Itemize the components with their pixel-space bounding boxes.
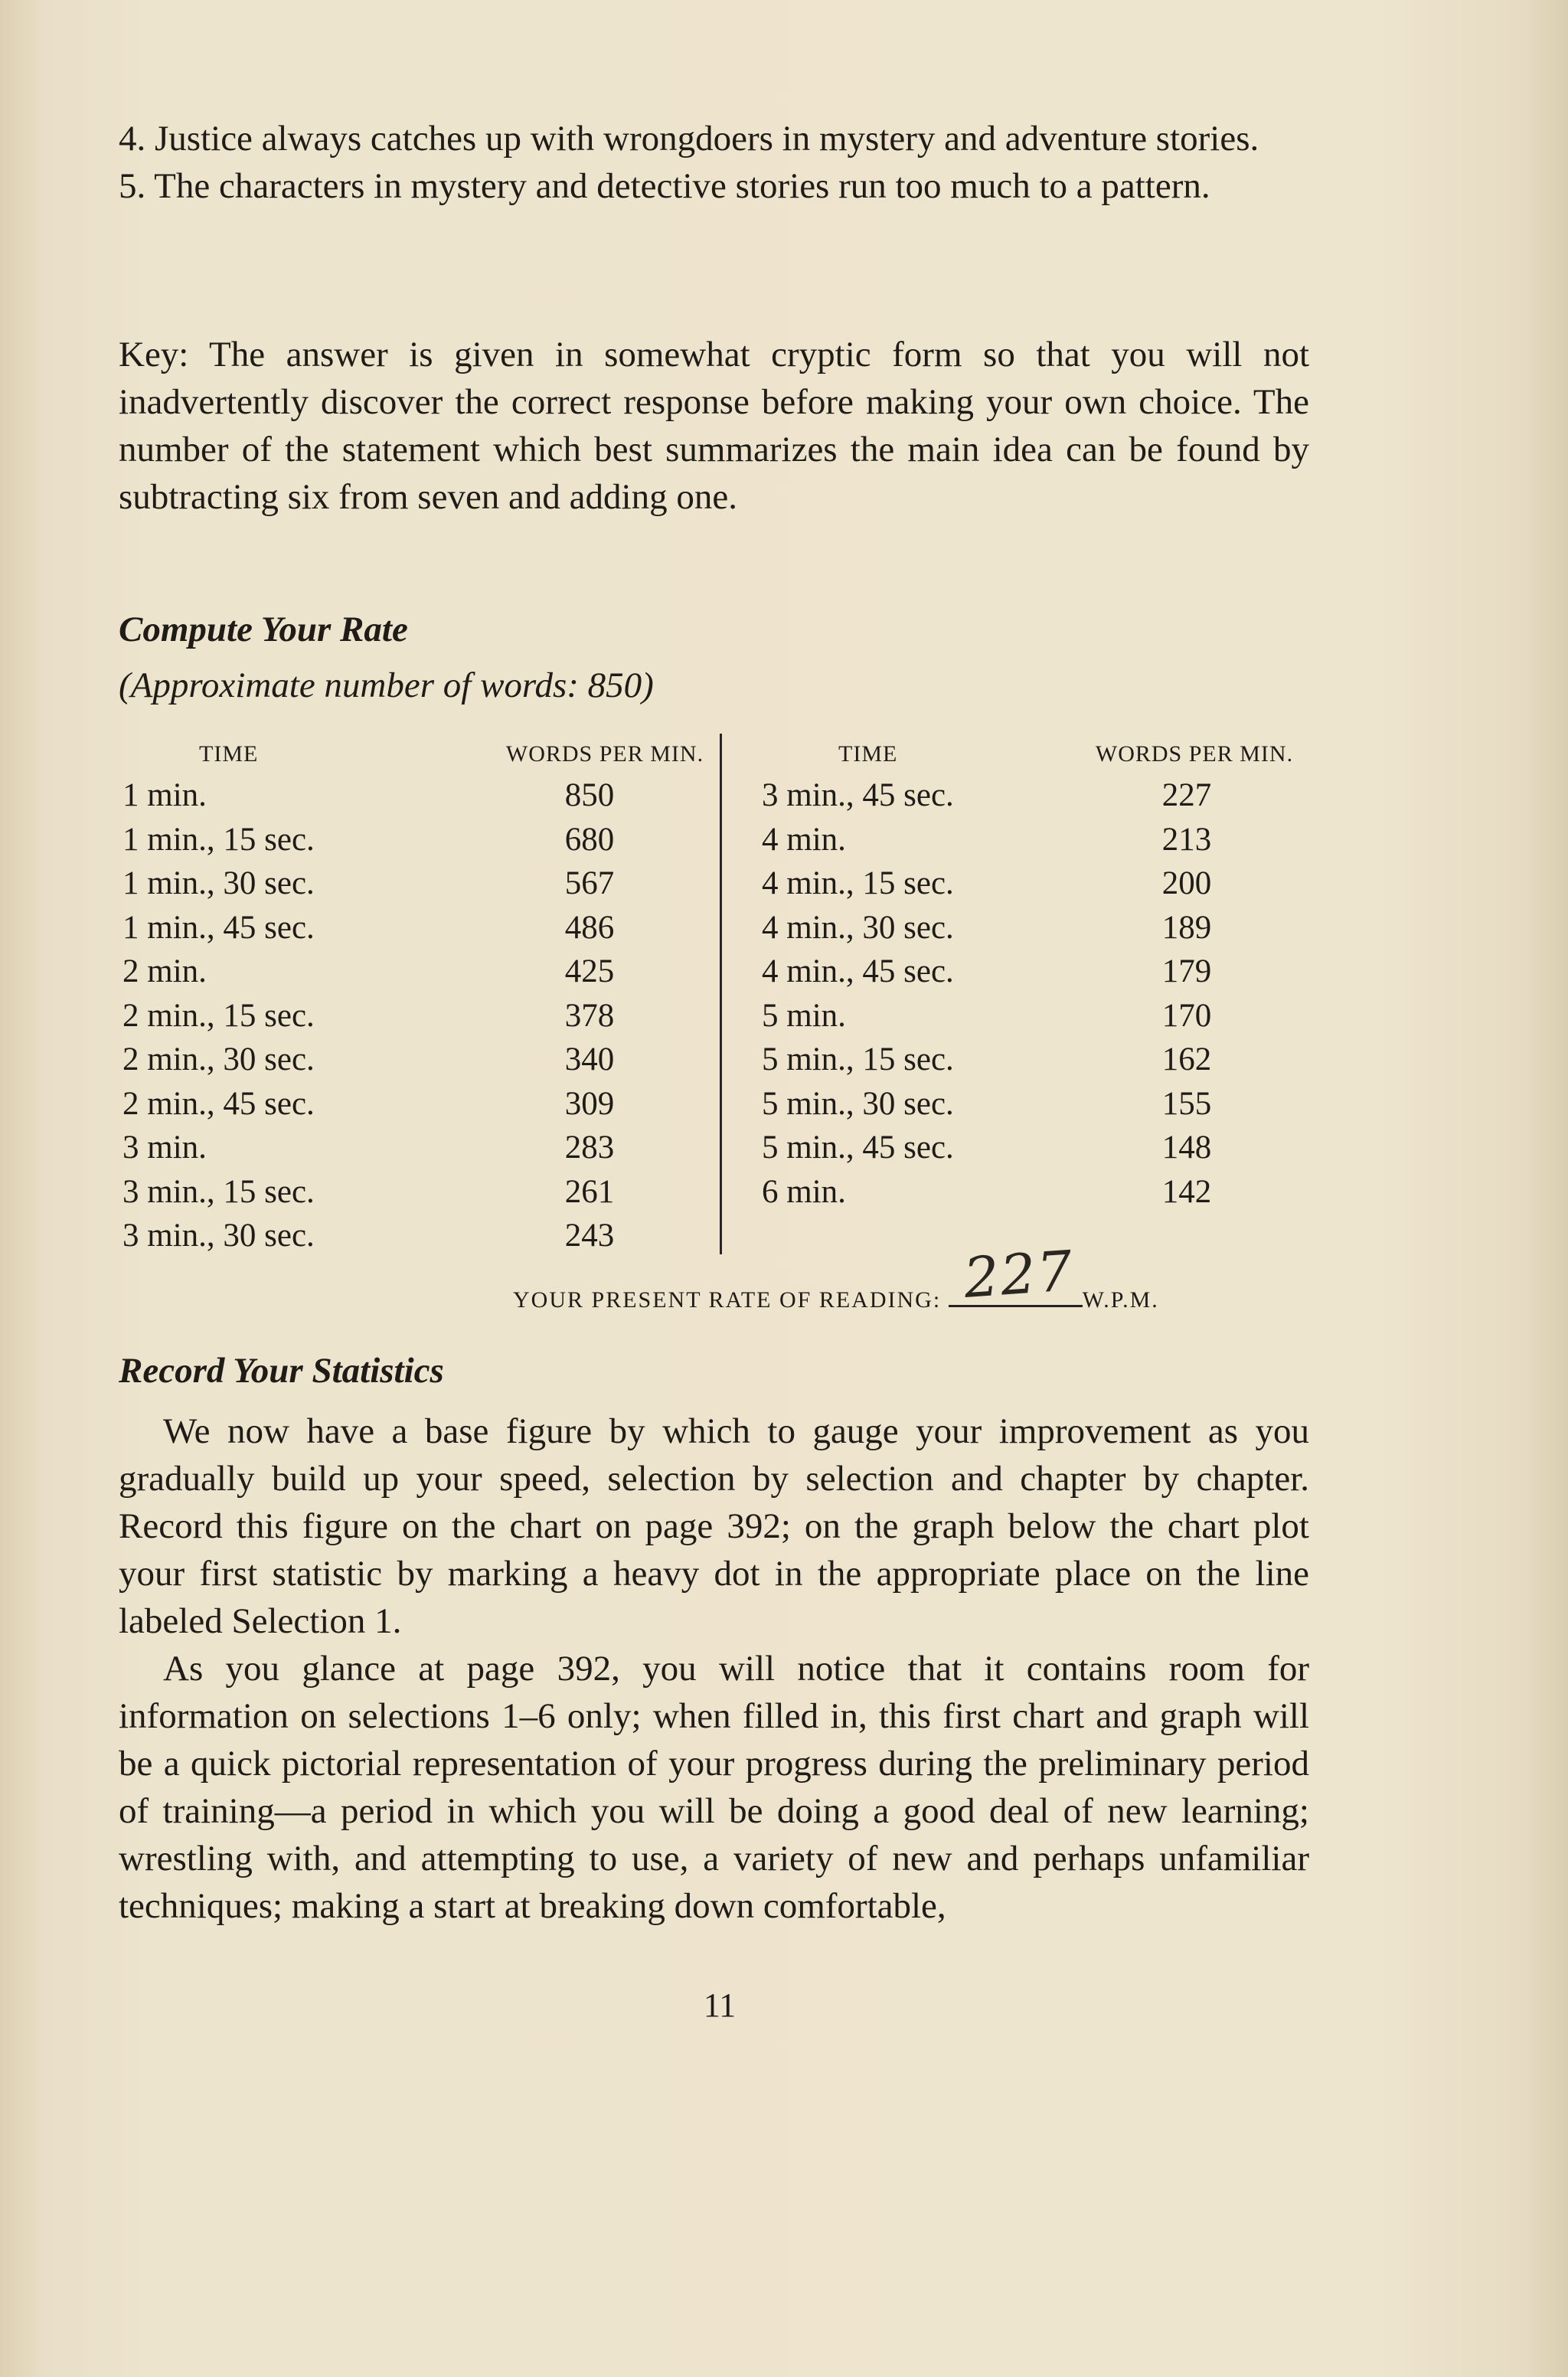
table-row	[762, 950, 1313, 994]
wpm-cell: 378	[564, 997, 615, 1034]
wpm-cell: 850	[564, 777, 615, 813]
time-cell: 1 min., 15 sec.	[122, 821, 315, 858]
glance-paragraph: As you glance at page 392, you will notice that it contains room for information on selections 1–6 only; when filled in, this first chart and graph will be a quick pictorial representation of your progress during the preliminary period of training—a period in which you will be doing a good deal of new learning; wrestling with, and attempting to use, a variety of new and perhaps unfamiliar techniques; making a start at breaking down comfortable,	[119, 1649, 1309, 1926]
wpm-cell: 155	[1161, 1085, 1212, 1122]
wpm-cell: 179	[1161, 953, 1212, 989]
table-row	[762, 818, 1313, 862]
time-cell: 4 min., 30 sec.	[762, 909, 954, 946]
time-cell: 3 min., 45 sec.	[762, 777, 954, 813]
table-row	[762, 862, 1313, 906]
time-cell: 3 min., 30 sec.	[122, 1218, 315, 1254]
time-cell: 3 min.	[122, 1130, 207, 1166]
table-row	[122, 773, 720, 818]
table-row	[122, 994, 720, 1038]
wpm-cell: 142	[1161, 1173, 1212, 1210]
handwritten-rate: 227	[961, 1238, 1076, 1310]
table-row	[762, 994, 1313, 1038]
time-cell: 5 min., 30 sec.	[762, 1085, 954, 1122]
approx-words: (Approximate number of words: 850)	[119, 665, 654, 705]
list-item: 4. Justice always catches up with wrongdoers in mystery and adventure stories.	[119, 119, 1259, 159]
wpm-cell: 261	[564, 1173, 615, 1210]
table-row	[762, 773, 1313, 818]
key-text: The answer is given in somewhat cryptic form so that you will not inadvertently discover the correct response before making your own choice. The number of the statement which best summarizes the main idea can be found by subtracting six from seven and adding one.	[119, 335, 1309, 517]
time-cell: 4 min.	[762, 821, 846, 858]
rate-table-right	[762, 735, 1313, 1214]
wpm-cell: 148	[1161, 1130, 1212, 1166]
header-wpm: WORDS PER MIN.	[505, 741, 704, 767]
present-rate-label: YOUR PRESENT RATE OF READING:	[513, 1287, 942, 1313]
present-rate-unit: W.P.M.	[1082, 1287, 1159, 1313]
record-paragraph: We now have a base figure by which to gauge your improvement as you gradually build up your speed, selection by selection and chapter by chapter. Record this figure on the chart on page 392; on the graph below the chart plot your first statistic by marking a heavy dot in the appropriate place on the line labeled Selection 1.	[119, 1411, 1309, 1641]
table-row	[122, 1214, 720, 1258]
wpm-cell: 170	[1161, 997, 1212, 1034]
table-header	[122, 735, 720, 773]
time-cell: 2 min., 15 sec.	[122, 997, 315, 1034]
wpm-cell: 425	[564, 953, 615, 989]
present-rate-blank	[949, 1238, 1083, 1310]
table-row	[122, 1126, 720, 1170]
time-cell: 3 min., 15 sec.	[122, 1173, 315, 1210]
table-row	[762, 906, 1313, 950]
time-cell: 4 min., 45 sec.	[762, 953, 954, 989]
header-time: TIME	[838, 741, 898, 767]
present-rate	[513, 1238, 1159, 1313]
header-wpm: WORDS PER MIN.	[1095, 741, 1294, 767]
glance-paragraph-block	[119, 1645, 1309, 1930]
record-paragraph-block	[119, 1408, 1309, 1645]
table-row	[122, 1082, 720, 1126]
rate-table-left	[122, 735, 720, 1258]
time-cell: 1 min., 45 sec.	[122, 909, 315, 946]
time-cell: 1 min., 30 sec.	[122, 865, 315, 901]
wpm-cell: 567	[564, 865, 615, 901]
wpm-cell: 213	[1161, 821, 1212, 858]
wpm-cell: 340	[564, 1041, 615, 1077]
table-row	[762, 1126, 1313, 1170]
wpm-cell: 309	[564, 1085, 615, 1122]
wpm-cell: 486	[564, 909, 615, 946]
time-cell: 6 min.	[762, 1173, 846, 1210]
key-label: Key:	[119, 335, 189, 374]
wpm-cell: 227	[1161, 777, 1212, 813]
table-row	[122, 862, 720, 906]
wpm-cell: 200	[1161, 865, 1212, 901]
wpm-cell: 283	[564, 1130, 615, 1166]
wpm-cell: 680	[564, 821, 615, 858]
table-row	[122, 1170, 720, 1215]
compute-heading: Compute Your Rate	[119, 610, 408, 649]
record-heading: Record Your Statistics	[119, 1351, 444, 1391]
list-item: 5. The characters in mystery and detective stories run too much to a pattern.	[119, 166, 1210, 206]
wpm-cell: 189	[1161, 909, 1212, 946]
page-number: 11	[703, 1986, 737, 2024]
time-cell: 5 min.	[762, 997, 846, 1034]
time-cell: 2 min., 45 sec.	[122, 1085, 315, 1122]
wpm-cell: 243	[564, 1218, 615, 1254]
table-row	[762, 1082, 1313, 1126]
key-paragraph	[119, 331, 1309, 521]
intro-list	[119, 115, 1309, 210]
time-cell: 5 min., 15 sec.	[762, 1041, 954, 1077]
table-header	[762, 735, 1313, 773]
wpm-cell: 162	[1161, 1041, 1212, 1077]
table-row	[122, 950, 720, 994]
time-cell: 2 min., 30 sec.	[122, 1041, 315, 1077]
table-row	[122, 1038, 720, 1082]
table-row	[762, 1038, 1313, 1082]
table-row	[762, 1170, 1313, 1215]
header-time: TIME	[199, 741, 259, 767]
time-cell: 5 min., 45 sec.	[762, 1130, 954, 1166]
time-cell: 1 min.	[122, 777, 207, 813]
table-row	[122, 906, 720, 950]
time-cell: 2 min.	[122, 953, 207, 989]
table-divider	[720, 734, 722, 1254]
table-row	[122, 818, 720, 862]
time-cell: 4 min., 15 sec.	[762, 865, 954, 901]
